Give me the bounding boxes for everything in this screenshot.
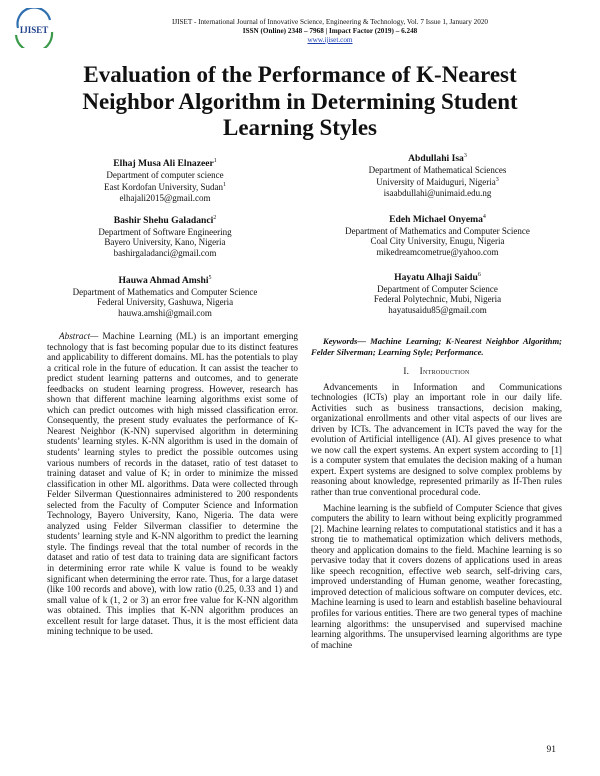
- journal-header: IJISET - International Journal of Innovative Science, Engineering & Technology, Vol. 7 Issue 1, January 2020: [171, 18, 489, 26]
- author-name: Bashir Shehu Galadanci: [113, 215, 214, 226]
- author-department: Department of Software Engineering: [98, 226, 232, 237]
- author-department: Department of Mathematics and Computer Science: [345, 225, 530, 236]
- journal-url-link[interactable]: www.ijiset.com: [307, 36, 353, 44]
- abstract-text: Machine Learning (ML) is an important emerging technology that is fast becoming popular due to its distinct features and applicability to different domains. ML has the potentials to play a critical role in the future of education. It can assist the teacher to predict student learning patterns and outcomes, and to generate feedbacks on student learning progress. However, research has shown that different machine learning algorithms exist some of which can predict outcomes with high missed classification error. Consequently, the present study evaluates the performance of K-Nearest Neighbor (K-NN) supervised algorithm in determining students’ learning styles. K-NN algorithm is used in the domain of students’ learning styles to predict the possible outcomes using various numbers of records in the dataset, ratio of test dataset to training dataset and value of K; in order to minimize the missed classification in other ML algorithms. Data were collected through Felder Silverman Questionnaires administered to 200 respondents selected from the Faculty of Computer Science and Information Technology, Bayero University, Kano, Nigeria. The data were analyzed using Felder Silverman classifier to determine the students’ learning style and K-NN algorithm to predict the learning style. The findings reveal that the total number of records in the dataset and ratio of test data to training data are significant factors in determining error rate while K value is found to be weakly significant when determining the error rate. Thus, for a large dataset (like 100 records and above), with low ratio (0.25, 0.33 and 1) and small value of k (1, 2 or 3) an error free value for K-NN algorithm was obtained. This implies that K-NN algorithm produces an excellent result for large dataset. Thus, it is the most efficient data mining technique to be used.: [47, 331, 298, 637]
- author-email: isaabdullahi@unimaid.edu.ng: [383, 187, 492, 198]
- author-affiliation: East Kordofan University, Sudan: [104, 182, 223, 193]
- author-email: elhajali2015@gmail.com: [119, 192, 211, 203]
- intro-paragraph-1: Advancements in Information and Communications technologies (ICTs) play an important role in our daily life. Activities such as business transactions, decision making, organizational enrollments and other vital aspects of our lives are driven by ICTs. The advancement in ICTs paved the way for the evolution of Artificial intelligence (AI). AI gives presence to what we now call the expert systems. An expert system according to [1] is a computer system that emulates the decision making of a human expert. Expert systems are designed to solve complex problems by reasoning about knowledge, represented primarily as If-Then rules rather than true conventional procedural code.: [311, 381, 562, 498]
- keywords-label: Keywords—: [323, 336, 366, 346]
- author-department: Department of Mathematical Sciences: [368, 164, 507, 175]
- author-affiliation: Federal Polytechnic, Mubi, Nigeria: [373, 294, 502, 305]
- author-affiliation: Coal City University, Enugu, Nigeria: [370, 236, 505, 247]
- author-department: Department of computer science: [106, 169, 224, 180]
- logo-text: IJISET: [19, 25, 49, 35]
- author-name: Edeh Michael Onyema: [389, 214, 483, 225]
- author-affiliation: Bayero University, Kano, Nigeria: [104, 237, 226, 248]
- keywords: [311, 336, 562, 357]
- intro-paragraph-2: Machine learning is the subfield of Computer Science that gives computers the ability to learn without being explicitly programmed [2]. Machine learning relates to computational statistics and it has a strong tie to mathematical optimization which delivers methods, theory and application domains to the field. Machine learning is so pervasive today that it covers dozens of applications used in areas like speech recognition, effective web search, self-driving cars, improved understanding of Human genome, weather forecasting, improved detection of malicious software on computer devices, etc. Machine learning is used to learn and establish baseline behavioural profiles for various entities. There are two general types of machine learning algorithms: the unsupervised and supervised machine learning algorithms. The unsupervised learning algorithms are type of machine: [311, 502, 562, 650]
- keywords-text: Machine Learning; K-Nearest Neighbor Algorithm; Felder Silverman; Learning Style; Performance.: [311, 336, 562, 357]
- issn-line: ISSN (Online) 2348 – 7968 | Impact Factor (2019) – 6.248: [242, 27, 418, 35]
- author-block-1: Elhaj Musa Ali Elnazeer$^1$ Department of computer science East Kordofan University, Sudan$^1$ elhajali2015@gmail.com: [50, 156, 280, 203]
- author-name: Hayatu Alhaji Saidu: [394, 272, 478, 283]
- author-block-3: Abdullahi Isa$^3$ Department of Mathematical Sciences University of Maiduguri, Nigeria$^3$ isaabdullahi@unimaid.edu.ng: [315, 151, 560, 198]
- section-heading-introduction: I. Introduction: [403, 366, 470, 376]
- author-department: Department of Mathematics and Computer Science: [72, 286, 258, 297]
- abstract-paragraph: [47, 331, 298, 637]
- author-block-5: Hauwa Ahmad Amshi$^5$ Department of Mathematics and Computer Science Federal University, Gashuwa, Nigeria hauwa.amshi@gmail.com: [50, 273, 280, 318]
- author-affiliation: Federal University, Gashuwa, Nigeria: [96, 297, 234, 308]
- page-number: 91: [546, 745, 556, 755]
- author-department: Department of Computer Science: [377, 283, 498, 294]
- author-email: bashirgaladanci@gmail.com: [113, 247, 217, 258]
- author-block-2: Bashir Shehu Galadanci$^2$ Department of Software Engineering Bayero University, Kano, Nigeria bashirgaladanci@gmail.com: [50, 213, 280, 258]
- author-block-6: Hayatu Alhaji Saidu$^6$ Department of Computer Science Federal Polytechnic, Mubi, Nigeria hayatusaidu85@gmail.com: [315, 270, 560, 315]
- author-affiliation: University of Maiduguri, Nigeria: [376, 177, 496, 188]
- author-block-4: Edeh Michael Onyema$^4$ Department of Mathematics and Computer Science Coal City University, Enugu, Nigeria mikedreamcometrue@yahoo.com: [315, 212, 560, 257]
- abstract-label: Abstract—: [59, 331, 99, 341]
- author-name: Hauwa Ahmad Amshi: [118, 275, 209, 286]
- paper-title: Evaluation of the Performance of K-Nearest Neighbor Algorithm in Determining Student Learning Styles: [82, 62, 518, 140]
- author-name: Abdullahi Isa: [408, 153, 464, 164]
- author-email: hayatusaidu85@gmail.com: [388, 304, 487, 315]
- author-email: mikedreamcometrue@yahoo.com: [376, 246, 499, 257]
- abstract-column: [47, 331, 298, 637]
- author-email: hauwa.amshi@gmail.com: [118, 307, 212, 318]
- right-column: [311, 336, 562, 650]
- ijiset-logo: [10, 8, 58, 48]
- author-name: Elhaj Musa Ali Elnazeer: [113, 158, 214, 169]
